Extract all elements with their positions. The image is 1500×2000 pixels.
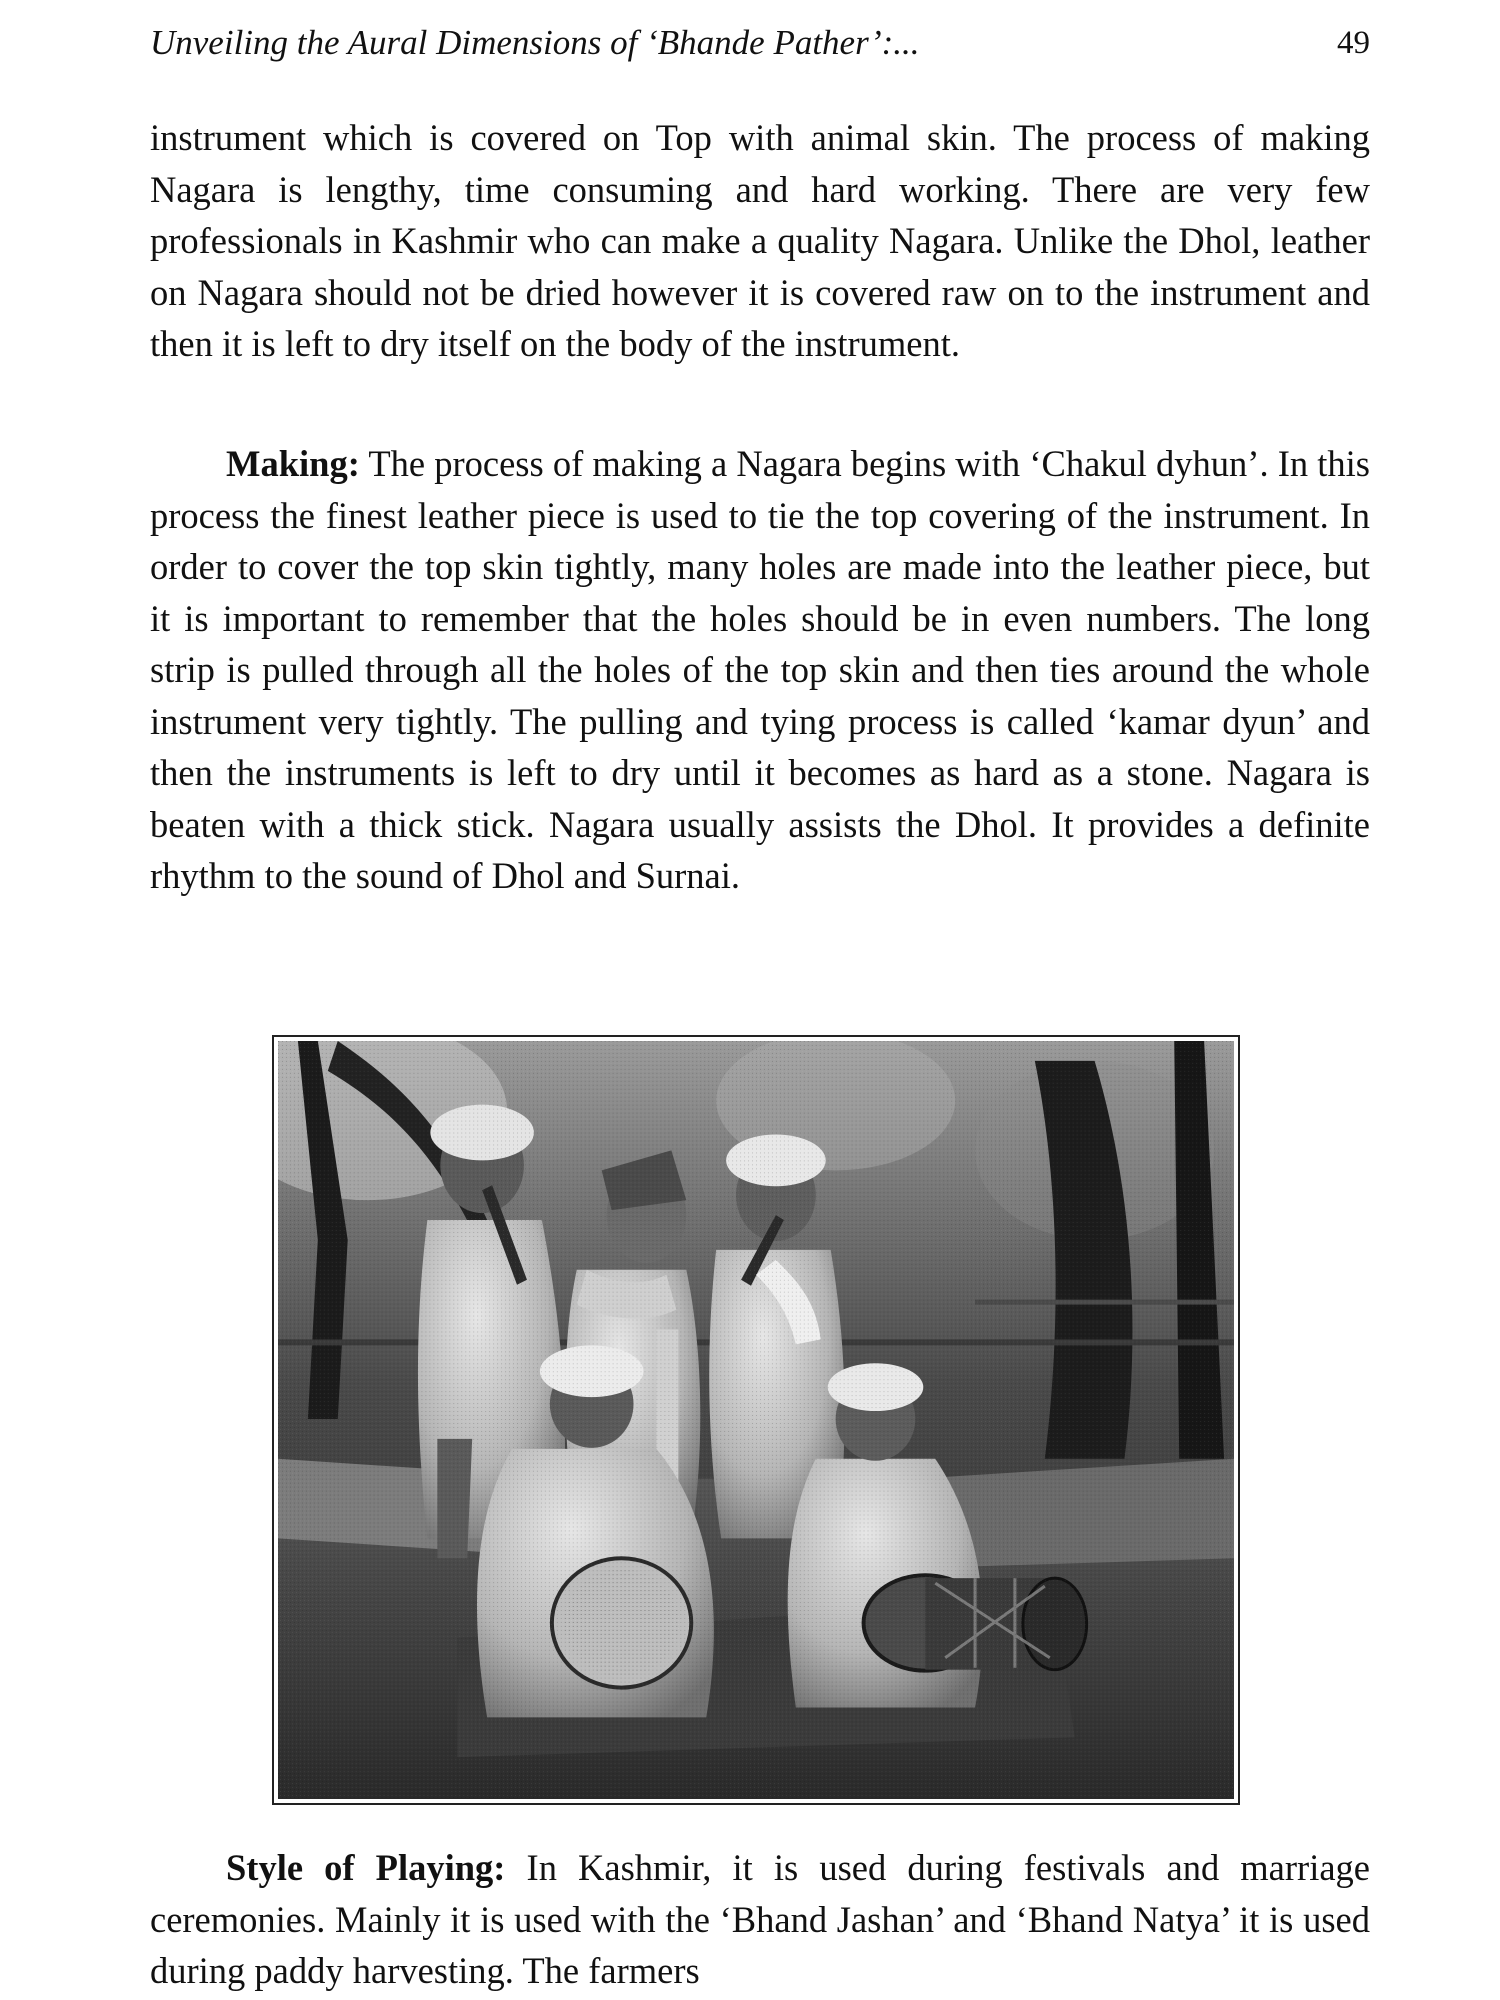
- style-of-playing-heading: Style of Playing:: [226, 1847, 506, 1888]
- page-number: 49: [1337, 25, 1370, 61]
- musicians-photograph: [278, 1041, 1234, 1799]
- style-of-playing-text: In Kashmir, it is used during festivals and marriage ceremonies. Mainly it is used with the ‘Bhand Jashan’ and ‘Bhand Natya’ it is used during paddy harvesting. The farmers: [150, 1847, 1370, 1991]
- figure-musicians-photo: [272, 1035, 1240, 1805]
- paragraph-making: [150, 438, 1370, 902]
- making-text: The process of making a Nagara begins with ‘Chakul dyhun’. In this process the finest leather piece is used to tie the top covering of the instrument. In order to cover the top skin tightly, many holes are made into the leather piece, but it is important to remember that the holes should be in even numbers. The long strip is pulled through all the holes of the top skin and then ties around the whole instrument very tightly. The pulling and tying process is called ‘kamar dyun’ and then the instruments is left to dry until it becomes as hard as a stone. Nagara is beaten with a thick stick. Nagara usually assists the Dhol. It provides a definite rhythm to the sound of Dhol and Surnai.: [150, 443, 1370, 896]
- paragraph-nagara-description: instrument which is covered on Top with animal skin. The process of making Nagara is lengthy, time consuming and hard working. There are very few professionals in Kashmir who can make a quality Nagara. Unlike the Dhol, leather on Nagara should not be dried however it is covered raw on to the instrument and then it is left to dry itself on the body of the instrument.: [150, 117, 1370, 364]
- running-header: [150, 18, 1370, 68]
- making-heading: Making:: [226, 443, 360, 484]
- running-title: Unveiling the Aural Dimensions of ‘Bhande Pather’:...: [150, 23, 920, 62]
- paragraph-style-of-playing: [150, 1842, 1370, 1997]
